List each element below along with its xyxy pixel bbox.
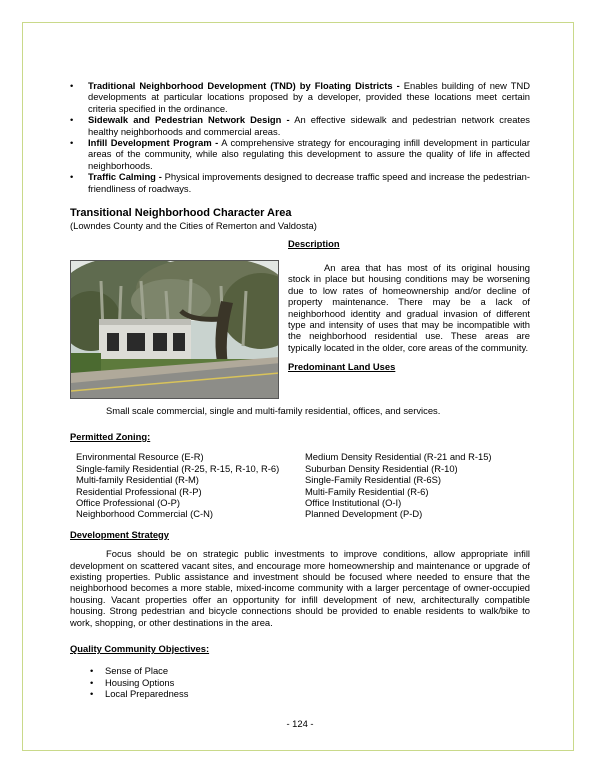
zoning-item: Single-family Residential (R-25, R-15, R-10, R-6) [76,462,280,474]
bullet-title: Infill Development Program - [88,137,219,149]
bullet-text: Enables building of new TND developments at particular locations proposed by a developer, provided these locations meet certain criteria specified in the ordinance. [88,80,531,114]
bullet-title: Traffic Calming - [88,171,162,183]
bullet-dot: • [70,137,74,149]
zoning-item: Suburban Density Residential (R-10) [305,462,458,474]
bullet-title: Sidewalk and Pedestrian Network Design - [88,114,290,126]
objective-item [70,665,530,676]
zoning-item: Environmental Resource (E-R) [76,451,204,463]
bullet-title: Traditional Neighborhood Development (TND) by Floating Districts - [88,80,400,91]
description-text: An area that has most of its original housing stock in place but housing conditions may be worsening due to low rates of homeownership and/or decline of property maintenance. There may be a lack of neighborhood identity and gradual invasion of different type and intensity of uses that may be incompatible with the neighborhood residential use. These areas are typically located in the older, core areas of the community. [288,261,530,353]
objective-text: Housing Options [105,676,175,688]
zoning-item: Single-Family Residential (R-6S) [305,474,441,486]
development-strategy-text: Focus should be on strategic public investments to improve conditions, allow appropriate infill development on scattered vacant sites, and encourage more homeownership and maintenance or upgrade of existing properties. Public assistance and investment should be focused where needed to ensure that the neighborhood becomes a more stable, mixed-income community with a larger percentage of owner-occupied housing. Vacant properties offer an opportunity for infill development of new, architecturally compatible housing. Strong pedestrian and bicycle connections should be provided to enable residents to walk/bike to work, shopping, or other destinations in the area. [70,548,530,628]
bullet-item-tnd [70,80,530,114]
zoning-left-column [76,451,305,519]
bullet-text: An effective sidewalk and pedestrian network creates healthy neighborhoods and commercial areas. [88,114,530,137]
quality-objectives-list [70,665,530,699]
bullet-item-infill [70,137,530,171]
bullet-item-sidewalk [70,114,530,137]
bullet-dot: • [70,80,74,91]
objective-text: Sense of Place [105,665,169,677]
bullet-dot: • [90,676,94,688]
bullet-text: A comprehensive strategy for encouraging infill development in particular areas of the community, while also regulating this development to assure the quality of life in affected neighborhoods. [88,137,530,171]
zoning-right-column [305,451,536,519]
quality-objectives-heading: Quality Community Objectives: [70,642,210,654]
description-heading: Description [288,238,340,250]
bullet-dot: • [90,688,94,700]
land-uses-text: Small scale commercial, single and multi-family residential, offices, and services. [106,405,441,417]
development-strategy-heading: Development Strategy [70,528,169,540]
section-subtitle: (Lowndes County and the Cities of Remerton and Valdosta) [70,220,317,232]
page-content [70,80,530,700]
description-block [70,238,530,398]
objective-item [70,688,530,699]
zoning-item: Multi-family Residential (R-M) [76,474,199,486]
zoning-item: Multi-Family Residential (R-6) [305,485,429,497]
zoning-item: Planned Development (P-D) [305,508,423,520]
zoning-heading-text: Permitted Zoning [70,430,148,442]
land-uses-heading: Predominant Land Uses [288,361,396,373]
bullet-dot: • [90,665,94,677]
zoning-item: Medium Density Residential (R-21 and R-15) [305,451,492,463]
zoning-item: Neighborhood Commercial (C-N) [76,508,214,520]
bullet-dot: • [70,171,74,183]
strategy-bullet-list [70,80,530,194]
description-column [288,238,530,372]
section-title: Transitional Neighborhood Character Area [70,207,292,220]
bullet-item-traffic [70,171,530,194]
bullet-dot: • [70,114,74,126]
page-number: - 124 - [286,718,314,729]
objective-item [70,677,530,688]
zoning-item: Office Institutional (O-I) [305,496,402,508]
objective-text: Local Preparedness [105,688,189,700]
bullet-text: Physical improvements designed to decrease traffic speed and increase the pedestrian-friendliness of roadways. [88,171,530,194]
zoning-heading [70,431,530,442]
neighborhood-photo [70,260,279,399]
zoning-item: Residential Professional (R-P) [76,485,202,497]
zoning-list [70,451,530,519]
zoning-heading-colon: : [147,430,151,442]
zoning-item: Office Professional (O-P) [76,496,181,508]
